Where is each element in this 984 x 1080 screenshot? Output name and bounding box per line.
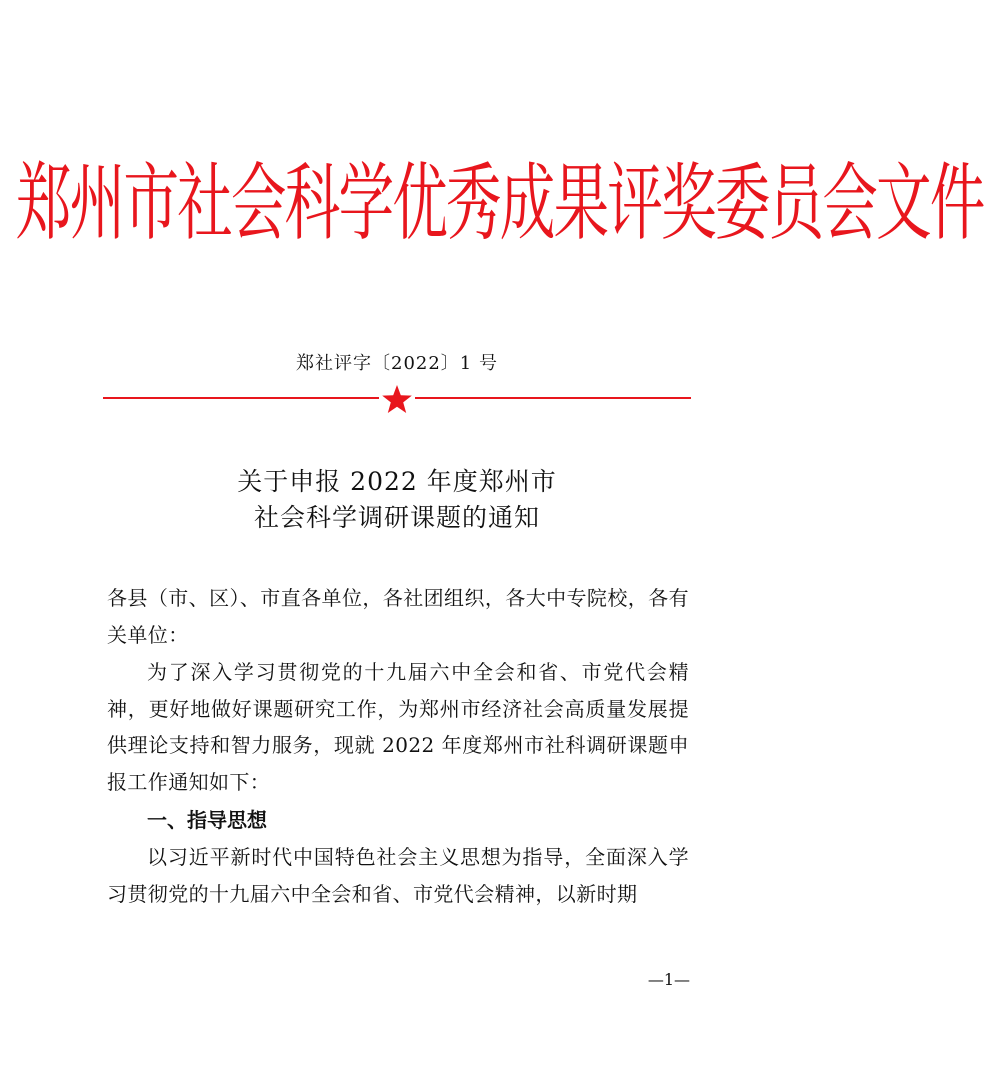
document-number: 郑社评字〔2022〕1 号 bbox=[296, 353, 498, 374]
page-number: —1— bbox=[647, 970, 690, 989]
intro-paragraph: 为了深入学习贯彻党的十九届六中全会和省、市党代会精神，更好地做好课题研究工作，为郑州市经济社会高质量发展提供理论支持和智力服务，现就 2022 年度郑州市社科调研课题申报工作通知如下： bbox=[107, 660, 689, 794]
star-icon bbox=[381, 384, 413, 414]
red-separator-right bbox=[415, 397, 691, 399]
issuer-title: 郑州市社会科学优秀成果评奖委员会文件 bbox=[15, 153, 984, 253]
section-paragraph: 以习近平新时代中国特色社会主义思想为指导，全面深入学习贯彻党的十九届六中全会和省、市党代会精神，以新时期 bbox=[107, 845, 689, 906]
address-paragraph: 各县（市、区）、市直各单位，各社团组织，各大中专院校，各有关单位： bbox=[107, 586, 689, 647]
notice-title-line-2: 社会科学调研课题的通知 bbox=[253, 503, 540, 532]
notice-title bbox=[0, 464, 794, 536]
notice-title-line-1: 关于申报 2022 年度郑州市 bbox=[237, 467, 557, 496]
section-heading-guiding-thought: 一、指导思想 bbox=[147, 808, 267, 832]
red-separator-left bbox=[103, 397, 379, 399]
